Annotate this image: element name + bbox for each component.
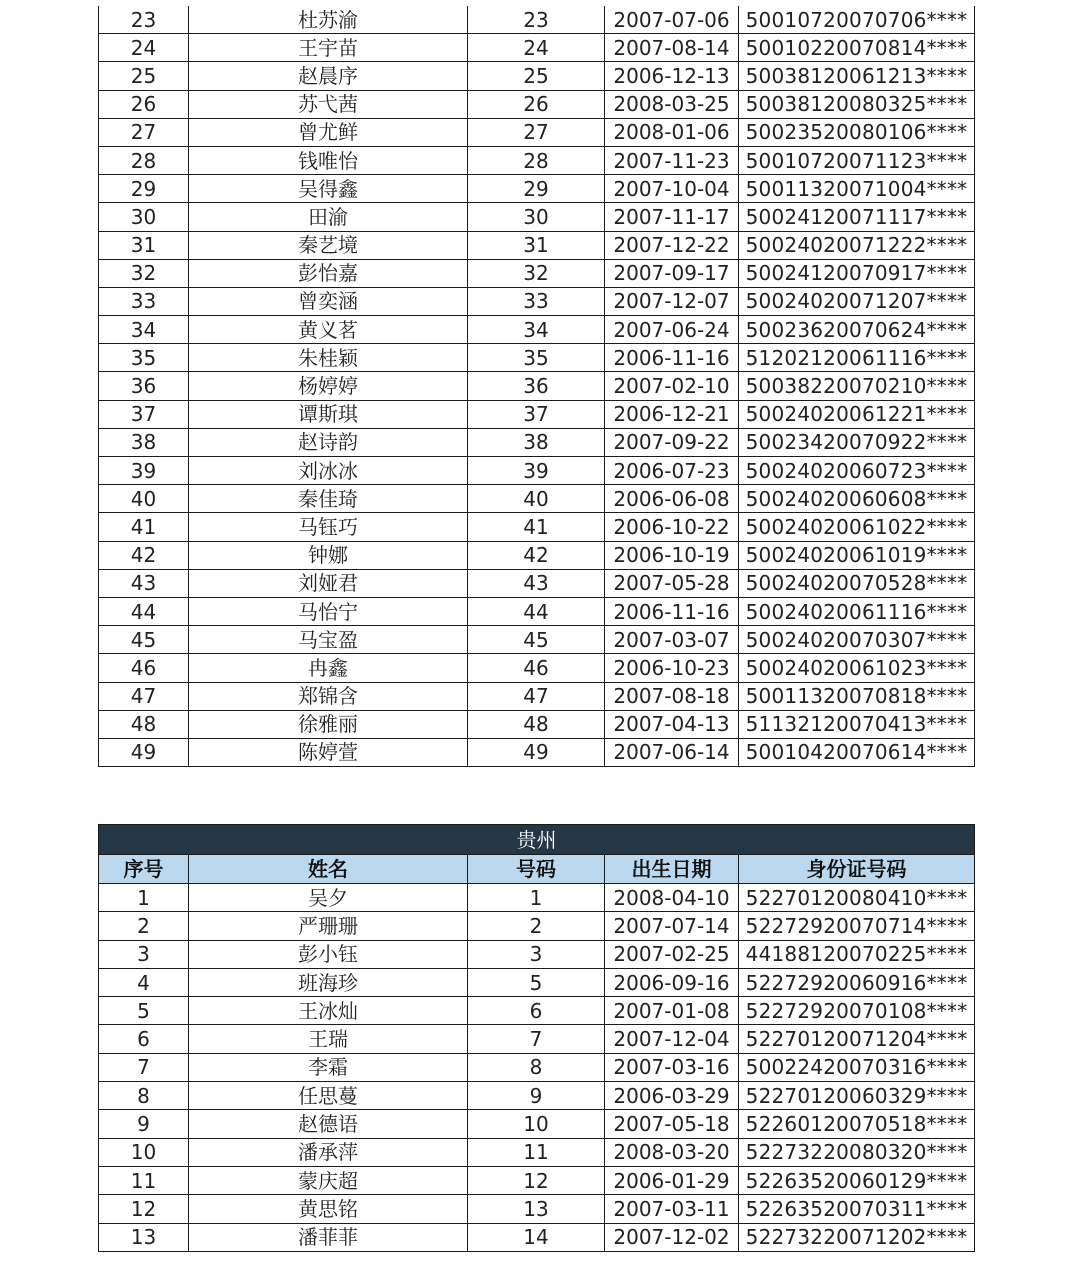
cell-id: 52270120060329**** xyxy=(739,1082,975,1110)
cell-id: 50010720071123**** xyxy=(739,146,975,174)
cell-number: 41 xyxy=(468,513,605,541)
cell-dob: 2007-12-07 xyxy=(605,287,739,315)
cell-seq: 38 xyxy=(99,428,189,456)
cell-id: 50023420070922**** xyxy=(739,428,975,456)
cell-number: 2 xyxy=(468,912,605,940)
cell-name: 杨婷婷 xyxy=(189,372,468,400)
cell-number: 37 xyxy=(468,400,605,428)
cell-id: 50024020071222**** xyxy=(739,231,975,259)
cell-seq: 29 xyxy=(99,175,189,203)
cell-dob: 2007-08-14 xyxy=(605,34,739,62)
cell-id: 52272920070714**** xyxy=(739,912,975,940)
cell-name: 谭斯琪 xyxy=(189,400,468,428)
cell-id: 50010220070814**** xyxy=(739,34,975,62)
table-row xyxy=(99,34,975,62)
cell-name: 苏弋茜 xyxy=(189,90,468,118)
cell-name: 钱唯怡 xyxy=(189,146,468,174)
cell-id: 52270120071204**** xyxy=(739,1025,975,1053)
cell-id: 52270120080410**** xyxy=(739,884,975,912)
cell-dob: 2007-09-22 xyxy=(605,428,739,456)
cell-seq: 28 xyxy=(99,146,189,174)
cell-dob: 2007-07-06 xyxy=(605,6,739,34)
cell-seq: 7 xyxy=(99,1053,189,1081)
header-number: 号码 xyxy=(468,855,605,884)
roster-table-body xyxy=(99,6,975,767)
cell-dob: 2007-03-07 xyxy=(605,626,739,654)
cell-seq: 27 xyxy=(99,118,189,146)
cell-seq: 8 xyxy=(99,1082,189,1110)
cell-dob: 2007-08-18 xyxy=(605,682,739,710)
cell-name: 黄义茗 xyxy=(189,316,468,344)
table-row xyxy=(99,231,975,259)
cell-id: 50024120070917**** xyxy=(739,259,975,287)
cell-id: 52263520060129**** xyxy=(739,1166,975,1194)
cell-number: 42 xyxy=(468,541,605,569)
table-row xyxy=(99,597,975,625)
cell-dob: 2007-09-17 xyxy=(605,259,739,287)
cell-id: 52272920070108**** xyxy=(739,997,975,1025)
cell-number: 36 xyxy=(468,372,605,400)
cell-dob: 2007-05-28 xyxy=(605,569,739,597)
cell-id: 50010420070614**** xyxy=(739,738,975,766)
cell-seq: 47 xyxy=(99,682,189,710)
cell-id: 50024120071117**** xyxy=(739,203,975,231)
table-row xyxy=(99,626,975,654)
cell-id: 50024020070307**** xyxy=(739,626,975,654)
cell-dob: 2006-10-19 xyxy=(605,541,739,569)
cell-name: 潘承萍 xyxy=(189,1138,468,1166)
cell-seq: 30 xyxy=(99,203,189,231)
cell-seq: 36 xyxy=(99,372,189,400)
cell-name: 赵晨序 xyxy=(189,62,468,90)
cell-number: 44 xyxy=(468,597,605,625)
table-row xyxy=(99,457,975,485)
cell-name: 李霜 xyxy=(189,1053,468,1081)
cell-name: 陈婷萱 xyxy=(189,738,468,766)
cell-seq: 49 xyxy=(99,738,189,766)
cell-seq: 26 xyxy=(99,90,189,118)
cell-number: 43 xyxy=(468,569,605,597)
cell-id: 50024020061116**** xyxy=(739,597,975,625)
cell-name: 王瑞 xyxy=(189,1025,468,1053)
cell-seq: 6 xyxy=(99,1025,189,1053)
cell-id: 50038220070210**** xyxy=(739,372,975,400)
cell-number: 11 xyxy=(468,1138,605,1166)
cell-id: 50038120061213**** xyxy=(739,62,975,90)
cell-number: 27 xyxy=(468,118,605,146)
cell-id: 52263520070311**** xyxy=(739,1195,975,1223)
cell-id: 50024020071207**** xyxy=(739,287,975,315)
cell-dob: 2006-06-08 xyxy=(605,485,739,513)
cell-number: 10 xyxy=(468,1110,605,1138)
table-header-row xyxy=(99,855,975,884)
cell-number: 34 xyxy=(468,316,605,344)
cell-dob: 2006-01-29 xyxy=(605,1166,739,1194)
cell-name: 吴夕 xyxy=(189,884,468,912)
cell-seq: 43 xyxy=(99,569,189,597)
table-row xyxy=(99,1082,975,1110)
cell-dob: 2007-05-18 xyxy=(605,1110,739,1138)
cell-id: 50024020061019**** xyxy=(739,541,975,569)
header-id: 身份证号码 xyxy=(739,855,975,884)
cell-name: 徐雅丽 xyxy=(189,710,468,738)
cell-id: 52273220071202**** xyxy=(739,1223,975,1251)
cell-number: 13 xyxy=(468,1195,605,1223)
table-title: 贵州 xyxy=(99,825,975,855)
cell-id: 52272920060916**** xyxy=(739,968,975,996)
cell-number: 28 xyxy=(468,146,605,174)
cell-number: 7 xyxy=(468,1025,605,1053)
cell-name: 秦佳琦 xyxy=(189,485,468,513)
cell-seq: 40 xyxy=(99,485,189,513)
table-row xyxy=(99,62,975,90)
cell-number: 39 xyxy=(468,457,605,485)
cell-name: 王冰灿 xyxy=(189,997,468,1025)
cell-number: 14 xyxy=(468,1223,605,1251)
table-row xyxy=(99,287,975,315)
cell-name: 刘娅君 xyxy=(189,569,468,597)
guizhou-table-body xyxy=(99,825,975,1252)
cell-seq: 24 xyxy=(99,34,189,62)
table-row xyxy=(99,316,975,344)
cell-name: 彭小钰 xyxy=(189,940,468,968)
table-row xyxy=(99,203,975,231)
cell-name: 田渝 xyxy=(189,203,468,231)
cell-dob: 2007-06-24 xyxy=(605,316,739,344)
cell-dob: 2007-01-08 xyxy=(605,997,739,1025)
cell-id: 52273220080320**** xyxy=(739,1138,975,1166)
cell-number: 23 xyxy=(468,6,605,34)
table-row xyxy=(99,1223,975,1251)
cell-seq: 44 xyxy=(99,597,189,625)
cell-dob: 2006-03-29 xyxy=(605,1082,739,1110)
cell-seq: 13 xyxy=(99,1223,189,1251)
header-seq: 序号 xyxy=(99,855,189,884)
cell-number: 46 xyxy=(468,654,605,682)
cell-number: 3 xyxy=(468,940,605,968)
cell-dob: 2006-10-23 xyxy=(605,654,739,682)
table-row xyxy=(99,1053,975,1081)
cell-dob: 2007-03-11 xyxy=(605,1195,739,1223)
cell-dob: 2007-07-14 xyxy=(605,912,739,940)
cell-dob: 2007-04-13 xyxy=(605,710,739,738)
cell-name: 马怡宁 xyxy=(189,597,468,625)
cell-number: 25 xyxy=(468,62,605,90)
guizhou-roster-table xyxy=(98,824,975,1252)
table-row xyxy=(99,175,975,203)
cell-seq: 2 xyxy=(99,912,189,940)
cell-name: 蒙庆超 xyxy=(189,1166,468,1194)
cell-seq: 10 xyxy=(99,1138,189,1166)
cell-seq: 23 xyxy=(99,6,189,34)
cell-number: 9 xyxy=(468,1082,605,1110)
table-row xyxy=(99,940,975,968)
table-row xyxy=(99,1110,975,1138)
cell-number: 38 xyxy=(468,428,605,456)
cell-dob: 2006-09-16 xyxy=(605,968,739,996)
cell-name: 马宝盈 xyxy=(189,626,468,654)
cell-dob: 2008-03-25 xyxy=(605,90,739,118)
cell-dob: 2008-03-20 xyxy=(605,1138,739,1166)
cell-seq: 11 xyxy=(99,1166,189,1194)
table-row xyxy=(99,6,975,34)
table-row xyxy=(99,968,975,996)
table-row xyxy=(99,146,975,174)
table-row xyxy=(99,513,975,541)
cell-dob: 2006-11-16 xyxy=(605,597,739,625)
cell-name: 曾尤鲜 xyxy=(189,118,468,146)
cell-dob: 2007-12-22 xyxy=(605,231,739,259)
cell-id: 50022420070316**** xyxy=(739,1053,975,1081)
table-row xyxy=(99,1138,975,1166)
cell-name: 彭怡嘉 xyxy=(189,259,468,287)
table-row xyxy=(99,400,975,428)
cell-name: 秦艺境 xyxy=(189,231,468,259)
cell-dob: 2007-11-17 xyxy=(605,203,739,231)
cell-id: 51202120061116**** xyxy=(739,344,975,372)
cell-seq: 12 xyxy=(99,1195,189,1223)
cell-dob: 2007-03-16 xyxy=(605,1053,739,1081)
cell-name: 杜苏渝 xyxy=(189,6,468,34)
cell-number: 48 xyxy=(468,710,605,738)
cell-seq: 41 xyxy=(99,513,189,541)
cell-number: 1 xyxy=(468,884,605,912)
cell-number: 35 xyxy=(468,344,605,372)
table-row xyxy=(99,485,975,513)
table-row xyxy=(99,541,975,569)
table-row xyxy=(99,569,975,597)
table-row xyxy=(99,654,975,682)
cell-number: 45 xyxy=(468,626,605,654)
cell-id: 50011320071004**** xyxy=(739,175,975,203)
header-dob: 出生日期 xyxy=(605,855,739,884)
cell-seq: 39 xyxy=(99,457,189,485)
cell-number: 26 xyxy=(468,90,605,118)
cell-seq: 32 xyxy=(99,259,189,287)
roster-table-continued xyxy=(98,6,975,767)
table-row xyxy=(99,884,975,912)
cell-name: 朱桂颖 xyxy=(189,344,468,372)
table-row xyxy=(99,259,975,287)
cell-seq: 9 xyxy=(99,1110,189,1138)
cell-seq: 31 xyxy=(99,231,189,259)
cell-dob: 2007-02-25 xyxy=(605,940,739,968)
table-row xyxy=(99,738,975,766)
table-title-row xyxy=(99,825,975,855)
cell-id: 50011320070818**** xyxy=(739,682,975,710)
cell-name: 钟娜 xyxy=(189,541,468,569)
table-row xyxy=(99,90,975,118)
cell-seq: 5 xyxy=(99,997,189,1025)
cell-number: 49 xyxy=(468,738,605,766)
cell-name: 吴得鑫 xyxy=(189,175,468,203)
table-row xyxy=(99,1195,975,1223)
cell-name: 王宇苗 xyxy=(189,34,468,62)
cell-id: 50024020070528**** xyxy=(739,569,975,597)
cell-id: 50023520080106**** xyxy=(739,118,975,146)
cell-dob: 2008-01-06 xyxy=(605,118,739,146)
cell-dob: 2007-06-14 xyxy=(605,738,739,766)
cell-seq: 46 xyxy=(99,654,189,682)
cell-seq: 48 xyxy=(99,710,189,738)
cell-seq: 1 xyxy=(99,884,189,912)
cell-seq: 3 xyxy=(99,940,189,968)
cell-number: 29 xyxy=(468,175,605,203)
table-row xyxy=(99,372,975,400)
cell-id: 50024020060723**** xyxy=(739,457,975,485)
cell-number: 47 xyxy=(468,682,605,710)
cell-seq: 45 xyxy=(99,626,189,654)
cell-name: 严珊珊 xyxy=(189,912,468,940)
cell-name: 班海珍 xyxy=(189,968,468,996)
cell-number: 6 xyxy=(468,997,605,1025)
table-row xyxy=(99,997,975,1025)
cell-id: 51132120070413**** xyxy=(739,710,975,738)
cell-name: 冉鑫 xyxy=(189,654,468,682)
cell-dob: 2006-11-16 xyxy=(605,344,739,372)
cell-dob: 2007-12-02 xyxy=(605,1223,739,1251)
cell-id: 52260120070518**** xyxy=(739,1110,975,1138)
cell-dob: 2007-12-04 xyxy=(605,1025,739,1053)
cell-name: 曾奕涵 xyxy=(189,287,468,315)
table-row xyxy=(99,118,975,146)
cell-number: 5 xyxy=(468,968,605,996)
header-name: 姓名 xyxy=(189,855,468,884)
cell-name: 赵诗韵 xyxy=(189,428,468,456)
cell-number: 33 xyxy=(468,287,605,315)
cell-seq: 25 xyxy=(99,62,189,90)
cell-seq: 37 xyxy=(99,400,189,428)
cell-name: 黄思铭 xyxy=(189,1195,468,1223)
cell-name: 任思蔓 xyxy=(189,1082,468,1110)
cell-number: 31 xyxy=(468,231,605,259)
table-row xyxy=(99,1025,975,1053)
cell-dob: 2006-10-22 xyxy=(605,513,739,541)
cell-name: 潘菲菲 xyxy=(189,1223,468,1251)
cell-id: 50024020060608**** xyxy=(739,485,975,513)
cell-dob: 2006-12-13 xyxy=(605,62,739,90)
cell-id: 50024020061023**** xyxy=(739,654,975,682)
cell-seq: 34 xyxy=(99,316,189,344)
cell-number: 8 xyxy=(468,1053,605,1081)
cell-number: 12 xyxy=(468,1166,605,1194)
cell-name: 赵德语 xyxy=(189,1110,468,1138)
cell-id: 50038120080325**** xyxy=(739,90,975,118)
table-row xyxy=(99,912,975,940)
table-row xyxy=(99,682,975,710)
cell-dob: 2007-10-04 xyxy=(605,175,739,203)
table-row xyxy=(99,428,975,456)
cell-name: 刘冰冰 xyxy=(189,457,468,485)
cell-seq: 33 xyxy=(99,287,189,315)
cell-seq: 35 xyxy=(99,344,189,372)
cell-number: 32 xyxy=(468,259,605,287)
cell-seq: 42 xyxy=(99,541,189,569)
cell-number: 24 xyxy=(468,34,605,62)
cell-id: 44188120070225**** xyxy=(739,940,975,968)
cell-id: 50024020061022**** xyxy=(739,513,975,541)
cell-id: 50010720070706**** xyxy=(739,6,975,34)
table-row xyxy=(99,344,975,372)
cell-id: 50024020061221**** xyxy=(739,400,975,428)
cell-id: 50023620070624**** xyxy=(739,316,975,344)
cell-dob: 2007-11-23 xyxy=(605,146,739,174)
cell-dob: 2006-07-23 xyxy=(605,457,739,485)
cell-dob: 2008-04-10 xyxy=(605,884,739,912)
cell-seq: 4 xyxy=(99,968,189,996)
cell-name: 郑锦含 xyxy=(189,682,468,710)
table-row xyxy=(99,1166,975,1194)
cell-dob: 2007-02-10 xyxy=(605,372,739,400)
table-row xyxy=(99,710,975,738)
cell-number: 40 xyxy=(468,485,605,513)
cell-name: 马钰巧 xyxy=(189,513,468,541)
cell-dob: 2006-12-21 xyxy=(605,400,739,428)
cell-number: 30 xyxy=(468,203,605,231)
